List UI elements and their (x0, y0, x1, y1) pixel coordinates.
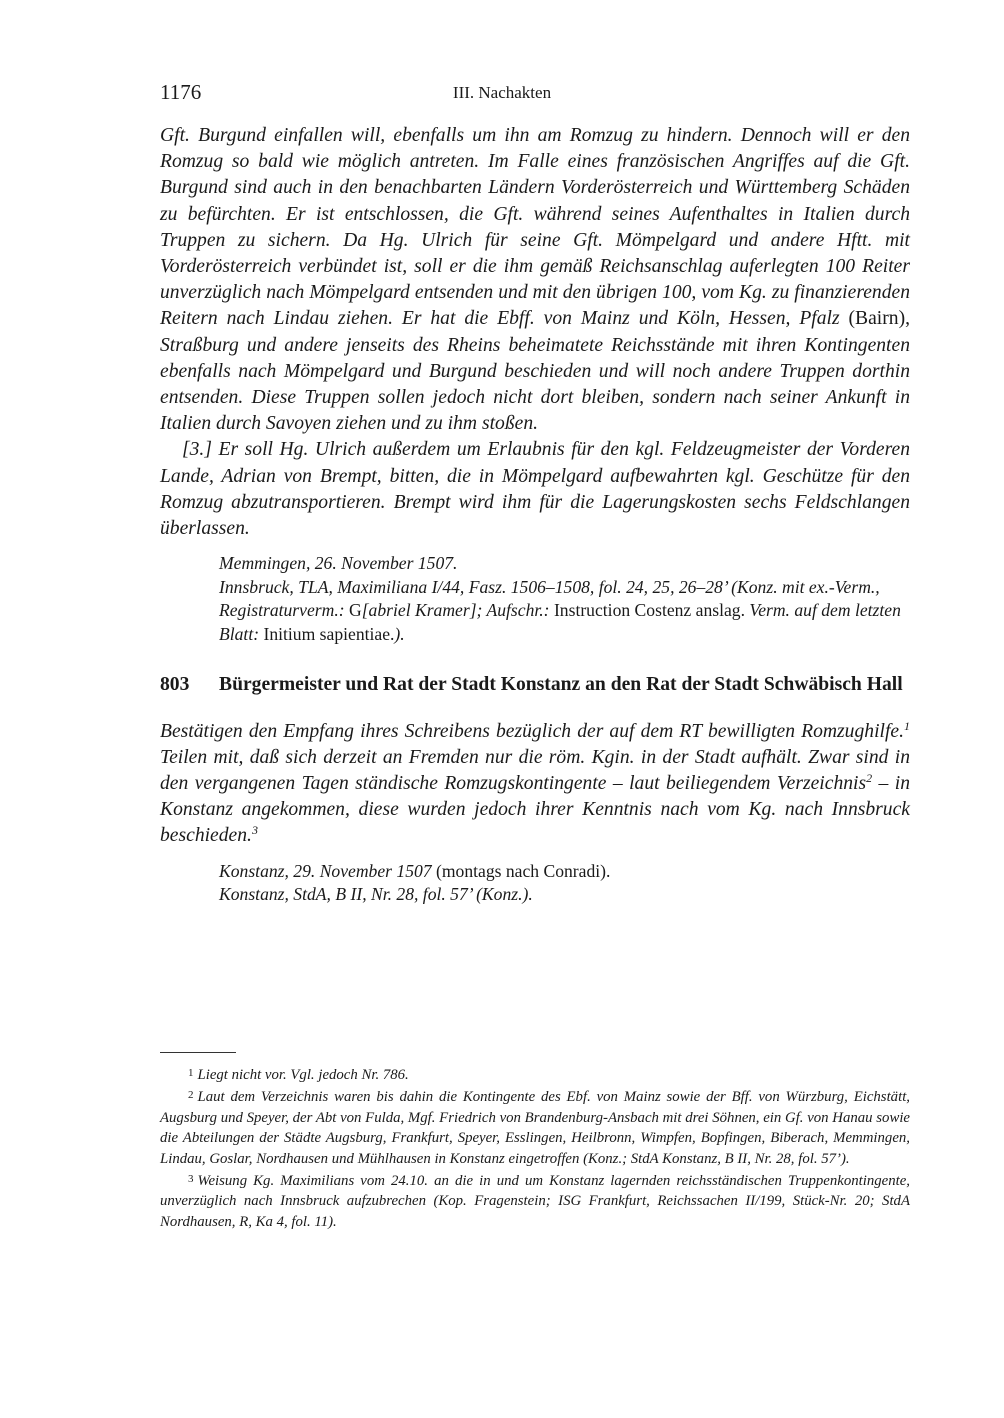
source-upright-1: G (348, 600, 362, 621)
source-upright-3: Initium sapientiae. (263, 624, 395, 645)
summary-part-a: Bestätigen den Empfang ihres Schreibens bezüglich der auf dem RT bewilligten Romzughilfe. (160, 720, 904, 742)
footnote-3-mark: 3 (188, 1173, 194, 1186)
doc802-paragraph-1 (160, 123, 910, 437)
doc803-source: Konstanz, StdA, B II, Nr. 28, fol. 57’ (Konz.). (219, 884, 533, 905)
doc803-date: Konstanz, 29. November 1507 (219, 860, 432, 881)
source-part-a: Innsbruck, TLA, Maximiliana I/44, Fasz. 1506–1508, fol. 24, 25, 26–28’ (Konz. mit ex.-Verm., Registraturverm.: (219, 576, 880, 621)
doc803-title: Bürgermeister und Rat der Stadt Konstanz an den Rat der Stadt Schwäbisch Hall (219, 673, 903, 695)
footnote-1-mark: 1 (188, 1067, 194, 1079)
footnote-divider (160, 1052, 236, 1053)
footnote-2-text: Laut dem Verzeichnis waren bis dahin die Kontingente des Ebf. von Mainz sowie der Bff. von Würzburg, Eichstätt, Augsburg und Speyer, der Abt von Fulda, Mgf. Friedrich von Brandenburg-Ansbach mit drei Söhnen, ein Gf. von Hanau sowie die Abteilungen der Städte Augsburg, Frankfurt, Speyer, Esslingen, Heilbronn, Wimpfen, Bopfingen, Biberach, Memmingen, Lindau, Goslar, Nordhausen und Mühlhausen in Konstanz eingetroffen (Konz.; StdA Konstanz, B II, Nr. 28, fol. 57’). (160, 1089, 910, 1167)
doc803-date-line (219, 860, 910, 884)
doc802-para1-part-a: Gft. Burgund einfallen will, ebenfalls um ihn am Romzug zu hindern. Dennoch will er den Romzug so bald wie möglich antreten. Im Falle eines französischen Angriffes auf die Gft. Burgund sind auch in den benachbarten Ländern Vorderösterreich und Württemberg Schäden zu befürchten. Er ist entschlossen, die Gft. während seines Aufenthaltes in Italien durch Truppen zu sichern. Da Hg. Ulrich für seine Gft. Mömpelgard und andere Hftt. mit Vorderösterreich verbündet ist, soll er die ihm gemäß Reichsanschlag auferlegten 100 Reiter unverzüglich nach Mömpelgard entsenden und mit den übrigen 100, vom Kg. zu finanzierenden Reitern nach Lindau ziehen. Er hat die Ebff. von Mainz und Köln, Hessen, Pfalz (160, 125, 910, 330)
source-part-b: [abriel Kramer]; Aufschr.: (361, 600, 554, 621)
doc802-para1-part-b: Straßburg und andere jenseits des Rheins beheimatete Reichsstände mit ihren Kontingenten ebenfalls nach Mömpelgard und Burgund beschieden und will noch andere Truppen dorthin entsenden. Diese Truppen sollen jedoch nicht dort bleiben, sondern nach seiner Ankunft in Italien durch Savoyen ziehen und zu ihm stoßen. (160, 334, 910, 435)
footnote-1-text: Liegt nicht vor. Vgl. jedoch Nr. 786. (197, 1067, 409, 1083)
footnote-3 (160, 1169, 910, 1232)
footnote-2 (160, 1085, 910, 1169)
doc803-number: 803 (160, 673, 190, 695)
footnotes (160, 1063, 910, 1232)
doc803-summary (160, 719, 910, 850)
main-text (160, 123, 910, 907)
doc803-date-note: (montags nach Conradi). (431, 860, 611, 881)
footnote-ref-2[interactable]: 2 (866, 771, 873, 786)
summary-part-c: – in Konstanz angekommen, diese wurden jedoch ihrer Kenntnis nach vom Kg. nach Innsbruck beschieden. (160, 773, 910, 847)
doc802-paragraph-2: [3.] Er soll Hg. Ulrich außerdem um Erlaubnis für den kgl. Feldzeugmeister der Vorderen Lande, Adrian von Brempt, bitten, die in Mömpelgard aufbewahrten kgl. Geschütze für den Romzug abzutransportieren. Brempt wird ihm für die Lagerungskosten sechs Feldschlangen überlassen. (160, 439, 910, 540)
footnote-3-text: Weisung Kg. Maximilians vom 24.10. an die in und um Konstanz lagernden reichsständischen Truppenkontingente, unverzüglich nach Innsbruck aufzubrechen (Kop. Fragenstein; ISG Frankfurt, Reichssachen II/199, Stück-Nr. 20; StdA Nordhausen, R, Ka 4, fol. 11). (160, 1173, 910, 1230)
footnote-1 (160, 1063, 910, 1085)
source-part-c: Verm. auf dem letzten Blatt: (219, 600, 901, 645)
doc802-para1-upright: (Bairn), (839, 308, 910, 330)
doc803-source-block (219, 860, 910, 907)
footnote-ref-1[interactable]: 1 (904, 718, 910, 733)
page-number: 1176 (160, 80, 202, 104)
doc802-source-block (219, 552, 910, 646)
footnote-2-mark: 2 (188, 1089, 194, 1102)
summary-part-b: Teilen mit, daß sich derzeit an Fremden nur die röm. Kgin. in der Stadt aufhält. Zwar sind in den vergangenen Tagen ständische Romzugskontingente – laut beiliegendem Verzeichnis (160, 746, 910, 795)
running-title: III. Nachakten (452, 83, 552, 102)
source-upright-2: Instruction Costenz anslag. (553, 600, 745, 621)
doc802-source-citation (219, 576, 910, 647)
source-part-d: ). (394, 624, 405, 645)
doc803-heading (160, 672, 910, 698)
footnote-ref-3[interactable]: 3 (251, 823, 258, 838)
doc802-source-date: Memmingen, 26. November 1507. (219, 553, 458, 574)
